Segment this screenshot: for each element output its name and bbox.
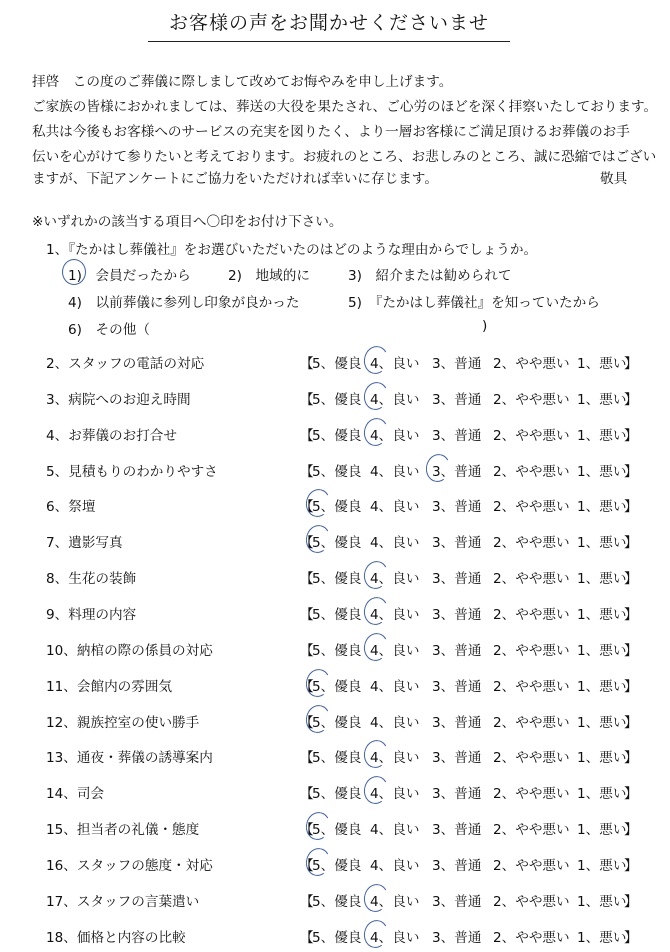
- rating-option-5[interactable]: 5、優良: [312, 606, 362, 623]
- rating-option-2[interactable]: 2、やや悪い: [493, 571, 570, 588]
- rating-option-2[interactable]: 2、やや悪い: [493, 499, 570, 516]
- bracket-close: 】: [624, 606, 638, 623]
- rating-option-1[interactable]: 1、悪い: [577, 750, 627, 767]
- rating-option-1[interactable]: 1、悪い: [577, 678, 627, 695]
- instruction: ※いずれかの該当する項目へ〇印をお付け下さい。: [32, 214, 343, 230]
- bracket-open: 【: [300, 463, 314, 480]
- letter-line-3: 私共は今後もお客様へのサービスの充実を図りたく、より一層お客様にご満足頂けるお葬儀のお手: [32, 124, 630, 140]
- bracket-close: 】: [624, 822, 638, 839]
- rating-option-3[interactable]: 3、普通: [432, 427, 482, 444]
- rating-option-2[interactable]: 2、やや悪い: [493, 822, 570, 839]
- rating-row: [0, 352, 670, 372]
- bracket-close: 】: [624, 499, 638, 516]
- question-label: 14、司会: [46, 786, 105, 803]
- rating-row: [0, 818, 670, 838]
- rating-option-2[interactable]: 2、やや悪い: [493, 929, 570, 946]
- rating-option-1[interactable]: 1、悪い: [577, 499, 627, 516]
- question-label: 2、スタッフの電話の対応: [46, 356, 205, 372]
- rating-option-3[interactable]: 3、普通: [432, 857, 482, 874]
- rating-option-5[interactable]: 5、優良: [312, 678, 362, 695]
- rating-option-5[interactable]: 5、優良: [312, 356, 362, 372]
- rating-row: [0, 603, 670, 623]
- rating-option-1[interactable]: 1、悪い: [577, 356, 627, 372]
- rating-option-1[interactable]: 1、悪い: [577, 929, 627, 946]
- bracket-close: 】: [624, 535, 638, 552]
- rating-row: [0, 854, 670, 874]
- bracket-open: 【: [300, 750, 314, 767]
- question-label: 15、担当者の礼儀・態度: [46, 822, 200, 839]
- question-1-text: 1、『たかはし葬儀社』をお選びいただいたのはどのような理由からでしょうか。: [46, 242, 538, 258]
- rating-option-5[interactable]: 5、優良: [312, 499, 362, 516]
- rating-option-3[interactable]: 3、普通: [432, 786, 482, 803]
- bracket-close: 】: [624, 714, 638, 731]
- q1-option-6-close: ): [482, 318, 488, 334]
- rating-option-2[interactable]: 2、やや悪い: [493, 535, 570, 552]
- rating-option-3[interactable]: 3、普通: [432, 642, 482, 659]
- letter-line-2: ご家族の皆様におかれましては、葬送の大役を果たされ、ご心労のほどを深く拝察いたしております。: [32, 99, 658, 115]
- rating-option-2[interactable]: 2、やや悪い: [493, 427, 570, 444]
- rating-option-4[interactable]: 4、良い: [370, 463, 420, 480]
- rating-option-3[interactable]: 3、普通: [432, 606, 482, 623]
- bracket-close: 】: [624, 750, 638, 767]
- question-label: 17、スタッフの言葉遣い: [46, 893, 200, 910]
- letter-closing: 敬具: [600, 171, 628, 187]
- rating-row: [0, 711, 670, 731]
- rating-option-4[interactable]: 4、良い: [370, 356, 420, 372]
- bracket-close: 】: [624, 893, 638, 910]
- question-label: 12、親族控室の使い勝手: [46, 714, 200, 731]
- rating-option-1[interactable]: 1、悪い: [577, 463, 627, 480]
- letter-line-1: 拝啓 この度のご葬儀に際しまして改めてお悔やみを申し上げます。: [32, 74, 453, 90]
- rating-option-4[interactable]: 4、良い: [370, 893, 420, 910]
- bracket-open: 【: [300, 571, 314, 588]
- rating-option-5[interactable]: 5、優良: [312, 714, 362, 731]
- rating-row: [0, 639, 670, 659]
- letter-line-5: ますが、下記アンケートにご協力をいただければ幸いに存じます。: [32, 171, 438, 187]
- rating-option-1[interactable]: 1、悪い: [577, 571, 627, 588]
- bracket-open: 【: [300, 678, 314, 695]
- q1-option-2[interactable]: 2) 地域的に: [228, 268, 310, 284]
- bracket-open: 【: [300, 929, 314, 946]
- rating-option-1[interactable]: 1、悪い: [577, 857, 627, 874]
- rating-option-5[interactable]: 5、優良: [312, 857, 362, 874]
- rating-option-4[interactable]: 4、良い: [370, 391, 420, 408]
- bracket-close: 】: [624, 929, 638, 946]
- question-label: 13、通夜・葬儀の誘導案内: [46, 750, 213, 767]
- rating-option-2[interactable]: 2、やや悪い: [493, 893, 570, 910]
- rating-option-5[interactable]: 5、優良: [312, 391, 362, 408]
- rating-row: [0, 531, 670, 551]
- question-label: 8、生花の装飾: [46, 571, 137, 588]
- rating-row: [0, 495, 670, 515]
- question-label: 6、祭壇: [46, 499, 96, 516]
- bracket-close: 】: [624, 571, 638, 588]
- bracket-close: 】: [624, 427, 638, 444]
- rating-option-3[interactable]: 3、普通: [432, 391, 482, 408]
- rating-option-2[interactable]: 2、やや悪い: [493, 356, 570, 372]
- bracket-close: 】: [624, 642, 638, 659]
- rating-option-5[interactable]: 5、優良: [312, 893, 362, 910]
- question-label: 5、見積もりのわかりやすさ: [46, 463, 218, 480]
- rating-option-2[interactable]: 2、やや悪い: [493, 606, 570, 623]
- q1-option-5[interactable]: 5) 『たかはし葬儀社』を知っていたから: [348, 295, 600, 311]
- rating-option-3[interactable]: 3、普通: [432, 714, 482, 731]
- rating-option-1[interactable]: 1、悪い: [577, 893, 627, 910]
- question-label: 10、納棺の際の係員の対応: [46, 642, 213, 659]
- bracket-open: 【: [300, 822, 314, 839]
- rating-option-5[interactable]: 5、優良: [312, 750, 362, 767]
- rating-option-2[interactable]: 2、やや悪い: [493, 391, 570, 408]
- letter-line-4: 伝いを心がけて参りたいと考えております。お疲れのところ、お悲しみのところ、誠に恐縮ではござい: [32, 149, 657, 165]
- rating-option-3[interactable]: 3、普通: [432, 893, 482, 910]
- rating-option-1[interactable]: 1、悪い: [577, 822, 627, 839]
- rating-option-1[interactable]: 1、悪い: [577, 786, 627, 803]
- q1-option-1[interactable]: 1) 会員だったから: [68, 268, 191, 284]
- rating-option-3[interactable]: 3、普通: [432, 929, 482, 946]
- rating-row: [0, 460, 670, 480]
- rating-option-2[interactable]: 2、やや悪い: [493, 786, 570, 803]
- bracket-open: 【: [300, 606, 314, 623]
- bracket-open: 【: [300, 535, 314, 552]
- rating-option-5[interactable]: 5、優良: [312, 822, 362, 839]
- rating-option-1[interactable]: 1、悪い: [577, 606, 627, 623]
- bracket-open: 【: [300, 356, 314, 372]
- rating-option-4[interactable]: 4、良い: [370, 929, 420, 946]
- page-title: お客様の声をお聞かせくださいませ: [148, 8, 510, 42]
- question-label: 9、料理の内容: [46, 606, 137, 623]
- bracket-open: 【: [300, 786, 314, 803]
- rating-option-5[interactable]: 5、優良: [312, 786, 362, 803]
- q1-option-6[interactable]: 6) その他（: [68, 322, 150, 338]
- rating-option-2[interactable]: 2、やや悪い: [493, 857, 570, 874]
- rating-option-2[interactable]: 2、やや悪い: [493, 714, 570, 731]
- question-label: 7、遺影写真: [46, 535, 123, 552]
- rating-option-5[interactable]: 5、優良: [312, 571, 362, 588]
- question-label: 4、お葬儀のお打合せ: [46, 427, 177, 444]
- rating-option-3[interactable]: 3、普通: [432, 356, 482, 372]
- rating-option-4[interactable]: 4、良い: [370, 499, 420, 516]
- rating-option-4[interactable]: 4、良い: [370, 750, 420, 767]
- bracket-close: 】: [624, 391, 638, 408]
- rating-option-3[interactable]: 3、普通: [432, 750, 482, 767]
- rating-option-5[interactable]: 5、優良: [312, 642, 362, 659]
- rating-option-4[interactable]: 4、良い: [370, 642, 420, 659]
- rating-option-2[interactable]: 2、やや悪い: [493, 750, 570, 767]
- rating-row: [0, 567, 670, 587]
- rating-option-1[interactable]: 1、悪い: [577, 642, 627, 659]
- bracket-open: 【: [300, 391, 314, 408]
- bracket-close: 】: [624, 356, 638, 372]
- rating-option-2[interactable]: 2、やや悪い: [493, 642, 570, 659]
- rating-option-4[interactable]: 4、良い: [370, 535, 420, 552]
- rating-option-3[interactable]: 3、普通: [432, 678, 482, 695]
- rating-option-2[interactable]: 2、やや悪い: [493, 463, 570, 480]
- rating-option-1[interactable]: 1、悪い: [577, 391, 627, 408]
- rating-option-4[interactable]: 4、良い: [370, 678, 420, 695]
- rating-row: [0, 782, 670, 802]
- q1-option-4[interactable]: 4) 以前葬儀に参列し印象が良かった: [68, 295, 300, 311]
- rating-option-3[interactable]: 3、普通: [432, 463, 482, 480]
- rating-row: [0, 424, 670, 444]
- rating-option-4[interactable]: 4、良い: [370, 571, 420, 588]
- rating-option-5[interactable]: 5、優良: [312, 535, 362, 552]
- bracket-close: 】: [624, 786, 638, 803]
- question-label: 18、価格と内容の比較: [46, 929, 186, 946]
- rating-row: [0, 890, 670, 910]
- rating-option-4[interactable]: 4、良い: [370, 606, 420, 623]
- rating-option-4[interactable]: 4、良い: [370, 857, 420, 874]
- rating-option-5[interactable]: 5、優良: [312, 463, 362, 480]
- rating-option-1[interactable]: 1、悪い: [577, 714, 627, 731]
- bracket-close: 】: [624, 857, 638, 874]
- question-label: 3、病院へのお迎え時間: [46, 391, 191, 408]
- bracket-open: 【: [300, 714, 314, 731]
- rating-row: [0, 926, 670, 946]
- rating-row: [0, 675, 670, 695]
- rating-option-3[interactable]: 3、普通: [432, 535, 482, 552]
- rating-option-3[interactable]: 3、普通: [432, 499, 482, 516]
- bracket-close: 】: [624, 678, 638, 695]
- bracket-close: 】: [624, 463, 638, 480]
- rating-row: [0, 746, 670, 766]
- rating-option-3[interactable]: 3、普通: [432, 822, 482, 839]
- question-label: 16、スタッフの態度・対応: [46, 857, 213, 874]
- q1-option-3[interactable]: 3) 紹介または勧められて: [348, 268, 512, 284]
- rating-option-4[interactable]: 4、良い: [370, 427, 420, 444]
- rating-option-2[interactable]: 2、やや悪い: [493, 678, 570, 695]
- rating-option-4[interactable]: 4、良い: [370, 786, 420, 803]
- bracket-open: 【: [300, 499, 314, 516]
- bracket-open: 【: [300, 857, 314, 874]
- bracket-open: 【: [300, 427, 314, 444]
- rating-option-1[interactable]: 1、悪い: [577, 427, 627, 444]
- rating-option-4[interactable]: 4、良い: [370, 822, 420, 839]
- bracket-open: 【: [300, 893, 314, 910]
- rating-row: [0, 388, 670, 408]
- rating-option-5[interactable]: 5、優良: [312, 427, 362, 444]
- question-label: 11、会館内の雰囲気: [46, 678, 173, 695]
- rating-option-3[interactable]: 3、普通: [432, 571, 482, 588]
- rating-option-5[interactable]: 5、優良: [312, 929, 362, 946]
- bracket-open: 【: [300, 642, 314, 659]
- rating-option-4[interactable]: 4、良い: [370, 714, 420, 731]
- rating-option-1[interactable]: 1、悪い: [577, 535, 627, 552]
